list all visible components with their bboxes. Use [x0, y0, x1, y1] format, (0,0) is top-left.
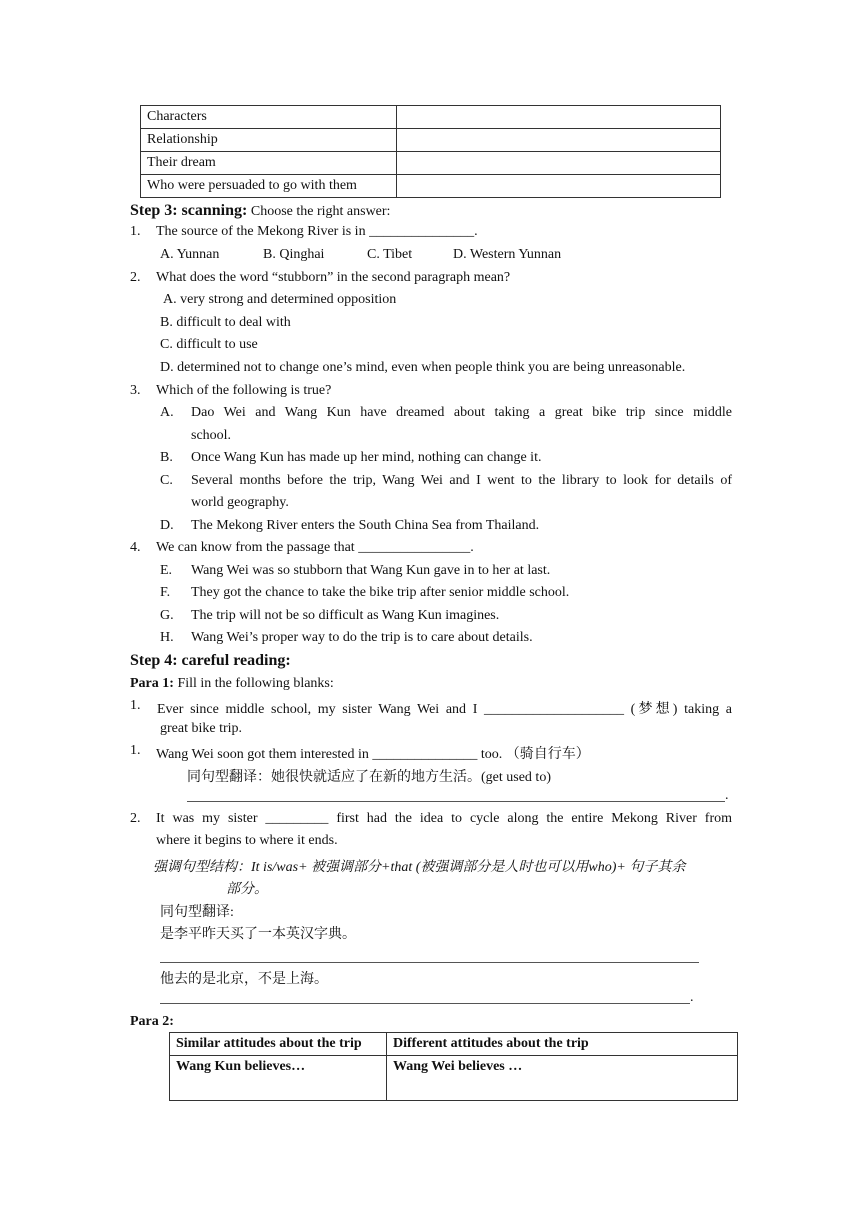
q3-number: 3. [130, 383, 141, 398]
answer-line[interactable] [160, 962, 699, 963]
answer-line[interactable] [187, 801, 725, 802]
item1-line1: Ever since middle school, my sister Wang Wei and I ____________________ (梦想) taking a [157, 702, 732, 717]
table-cell-blank[interactable] [397, 129, 721, 152]
item2-sentence1: 是李平昨天买了一本英汉字典。 [160, 927, 356, 942]
table-header-row [170, 1033, 738, 1056]
q4-option-g-letter[interactable]: G. [160, 608, 174, 623]
characters-table [140, 105, 721, 198]
q3-option-c-letter[interactable]: C. [160, 473, 173, 488]
emphasis-note-formula: It is/was+ 被强调部分+that (被强调部分是人时也可以用who)+ 句子其余 [251, 860, 686, 875]
q3-text: Which of the following is true? [156, 383, 332, 398]
para1-label: Para 1: [130, 676, 174, 691]
item1b-text: Wang Wei soon got them interested in _______________ too. （骑自行车） [156, 747, 590, 762]
item1b-translate: 同句型翻译：她很快就适应了在新的地方生活。(get used to) [187, 770, 551, 785]
answer-line[interactable] [160, 1003, 690, 1004]
q1-option-d[interactable]: D. Western Yunnan [453, 247, 562, 262]
emphasis-note-label: 强调句型结构： [153, 860, 251, 875]
table-cell: Who were persuaded to go with them [141, 175, 397, 198]
step3-instruction: Choose the right answer: [250, 204, 391, 219]
table-header-similar: Similar attitudes about the trip [170, 1033, 387, 1056]
emphasis-note-line1 [153, 856, 685, 876]
answer-line-end: . [690, 990, 694, 1005]
table-cell-blank[interactable] [397, 175, 721, 198]
q4-option-f-text: They got the chance to take the bike trip after senior middle school. [191, 585, 570, 600]
table-header-different: Different attitudes about the trip [387, 1033, 738, 1056]
q4-option-e-text: Wang Wei was so stubborn that Wang Kun gave in to her at last. [191, 563, 551, 578]
q4-text: We can know from the passage that ________________. [156, 540, 474, 555]
q3-option-b-text: Once Wang Kun has made up her mind, nothing can change it. [191, 450, 542, 465]
q3-option-d-letter[interactable]: D. [160, 518, 174, 533]
table-row [170, 1056, 738, 1101]
q3-option-d-text: The Mekong River enters the South China Sea from Thailand. [191, 518, 540, 533]
wang-kun-cell[interactable]: Wang Kun believes… [170, 1056, 387, 1101]
step3-heading-line [130, 202, 390, 220]
item1-line2: great bike trip. [160, 721, 243, 736]
q3-option-a-letter[interactable]: A. [160, 405, 174, 420]
para2-label: Para 2: [130, 1014, 174, 1029]
q1-number: 1. [130, 224, 141, 239]
item1-number: 1. [130, 698, 141, 713]
table-cell: Characters [141, 106, 397, 129]
q2-option-c[interactable]: C. difficult to use [160, 337, 258, 352]
q4-option-e-letter[interactable]: E. [160, 563, 173, 578]
attitudes-table [169, 1032, 738, 1101]
item2-translate-label: 同句型翻译: [160, 905, 234, 920]
q4-option-h-text: Wang Wei’s proper way to do the trip is to care about details. [191, 630, 533, 645]
q4-option-g-text: The trip will not be so difficult as Wang Kun imagines. [191, 608, 500, 623]
q2-option-d[interactable]: D. determined not to change one’s mind, even when people think you are being unreasonable. [160, 360, 686, 375]
q1-option-a[interactable]: A. Yunnan [160, 247, 220, 262]
q4-option-f-letter[interactable]: F. [160, 585, 171, 600]
para1-instruction: Fill in the following blanks: [177, 676, 334, 691]
answer-line-end: . [725, 788, 729, 803]
q1-text: The source of the Mekong River is in _______________. [156, 224, 478, 239]
q3-option-c-line1: Several months before the trip, Wang Wei and I went to the library to look for details of [191, 473, 732, 488]
table-row [141, 175, 721, 198]
q2-option-a[interactable]: A. very strong and determined opposition [163, 292, 397, 307]
item2-number: 2. [130, 811, 141, 826]
table-row [141, 129, 721, 152]
table-row [141, 106, 721, 129]
step4-heading: Step 4: careful reading: [130, 652, 291, 669]
table-row [141, 152, 721, 175]
table-cell-blank[interactable] [397, 106, 721, 129]
step3-heading: Step 3: scanning: [130, 202, 248, 219]
q4-number: 4. [130, 540, 141, 555]
emphasis-note-line2: 部分。 [226, 882, 268, 897]
q4-option-h-letter[interactable]: H. [160, 630, 174, 645]
table-cell: Relationship [141, 129, 397, 152]
item2-line2: where it begins to where it ends. [156, 833, 338, 848]
q3-option-a-line1: Dao Wei and Wang Kun have dreamed about taking a great bike trip since middle [191, 405, 732, 420]
q2-text: What does the word “stubborn” in the second paragraph mean? [156, 270, 511, 285]
q3-option-a-line2: school. [191, 428, 232, 443]
wang-wei-cell[interactable]: Wang Wei believes … [387, 1056, 738, 1101]
item1b-number: 1. [130, 743, 141, 758]
item2-sentence2: 他去的是北京，不是上海。 [160, 972, 328, 987]
item2-line1: It was my sister _________ first had the idea to cycle along the entire Mekong River from [156, 811, 732, 826]
q2-number: 2. [130, 270, 141, 285]
q1-option-c[interactable]: C. Tibet [367, 247, 413, 262]
q3-option-b-letter[interactable]: B. [160, 450, 173, 465]
table-cell-blank[interactable] [397, 152, 721, 175]
table-cell: Their dream [141, 152, 397, 175]
q2-option-b[interactable]: B. difficult to deal with [160, 315, 291, 330]
para1-line [130, 676, 334, 692]
q1-option-b[interactable]: B. Qinghai [263, 247, 325, 262]
q3-option-c-line2: world geography. [191, 495, 289, 510]
